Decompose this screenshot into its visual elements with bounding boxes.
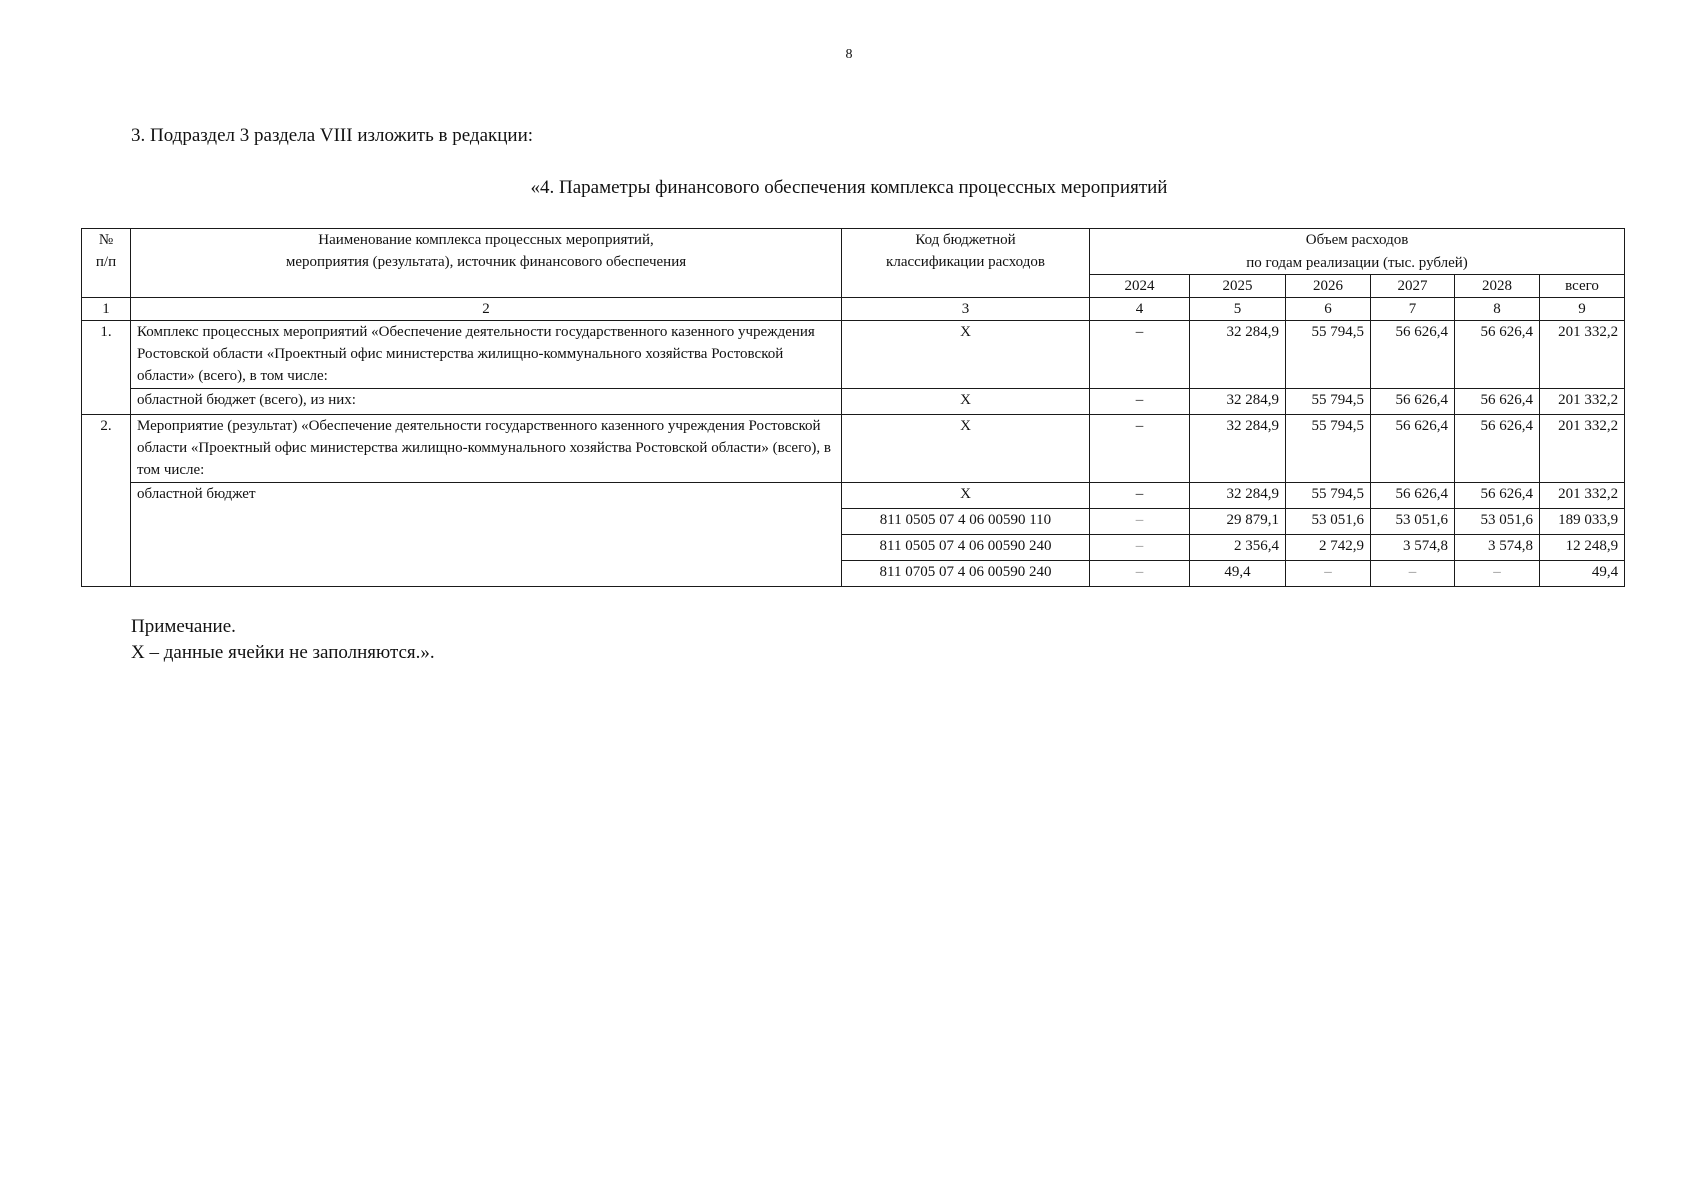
column-number: 4 [1090, 297, 1190, 320]
row-value-2025: 32 284,9 [1190, 320, 1286, 388]
column-number: 8 [1455, 297, 1540, 320]
row-value-2028: 56 626,4 [1455, 482, 1540, 508]
row-value-2024: – [1090, 320, 1190, 388]
header-year-2027: 2027 [1371, 274, 1455, 297]
header-name-line2: мероприятия (результата), источник финансового обеспечения [285, 254, 687, 270]
row-number: 2. [82, 414, 131, 586]
header-volume-line1: Объем расходов [1090, 229, 1625, 252]
row-value-2028: 56 626,4 [1455, 414, 1540, 482]
row-value-2027: 3 574,8 [1371, 534, 1455, 560]
row-value-total: 189 033,9 [1540, 508, 1625, 534]
row-value-2026: 55 794,5 [1286, 388, 1371, 414]
header-total: всего [1540, 274, 1625, 297]
table-row [82, 414, 1625, 482]
row-value-total: 49,4 [1540, 560, 1625, 586]
row-value-2025: 49,4 [1190, 560, 1286, 586]
row-value-2024: – [1090, 414, 1190, 482]
column-number: 7 [1371, 297, 1455, 320]
column-number: 6 [1286, 297, 1371, 320]
row-code: 811 0705 07 4 06 00590 240 [842, 560, 1090, 586]
page-number: 8 [845, 47, 853, 62]
row-name: Комплекс процессных мероприятий «Обеспечение деятельности государственного казенного учреждения Ростовской области «Проектный офис министерства жилищно-коммунального хозяйства Ростовской области» (всего), в том числе: [131, 320, 842, 388]
column-number: 3 [842, 297, 1090, 320]
row-value-total: 201 332,2 [1540, 414, 1625, 482]
header-name [131, 229, 842, 298]
row-value-2026: – [1286, 560, 1371, 586]
header-year-2026: 2026 [1286, 274, 1371, 297]
row-value-2024: – [1090, 560, 1190, 586]
header-volume-line2: по годам реализации (тыс. рублей) [1090, 252, 1625, 275]
column-number: 9 [1540, 297, 1625, 320]
row-value-total: 201 332,2 [1540, 320, 1625, 388]
header-year-2025: 2025 [1190, 274, 1286, 297]
column-number: 1 [82, 297, 131, 320]
row-value-2027: 56 626,4 [1371, 320, 1455, 388]
row-value-2027: – [1371, 560, 1455, 586]
row-value-total: 201 332,2 [1540, 482, 1625, 508]
table-row [82, 320, 1625, 388]
row-code: X [842, 414, 1090, 482]
row-value-2027: 56 626,4 [1371, 482, 1455, 508]
row-code: X [842, 388, 1090, 414]
note-title: Примечание. [131, 616, 236, 637]
row-name: Мероприятие (результат) «Обеспечение деятельности государственного казенного учреждения Ростовской области «Проектный офис министерства жилищно-коммунального хозяйства Ростовской области» (всего), в том числе: [131, 414, 842, 482]
row-code: X [842, 320, 1090, 388]
row-value-2025: 32 284,9 [1190, 482, 1286, 508]
table-row [82, 388, 1625, 414]
row-value-2024: – [1090, 508, 1190, 534]
row-value-total: 12 248,9 [1540, 534, 1625, 560]
intro-text: 3. Подраздел 3 раздела VIII изложить в редакции: [131, 125, 534, 146]
row-value-2028: – [1455, 560, 1540, 586]
row-value-2028: 3 574,8 [1455, 534, 1540, 560]
note-block [131, 614, 435, 666]
row-value-2027: 56 626,4 [1371, 414, 1455, 482]
table-row [82, 482, 1625, 508]
row-value-2026: 55 794,5 [1286, 414, 1371, 482]
row-value-2024: – [1090, 482, 1190, 508]
row-value-2028: 53 051,6 [1455, 508, 1540, 534]
row-name: областной бюджет (всего), из них: [131, 388, 842, 414]
row-code: 811 0505 07 4 06 00590 110 [842, 508, 1090, 534]
header-code [842, 229, 1090, 298]
row-value-2026: 2 742,9 [1286, 534, 1371, 560]
column-number: 5 [1190, 297, 1286, 320]
header-year-2024: 2024 [1090, 274, 1190, 297]
row-value-2026: 55 794,5 [1286, 320, 1371, 388]
section-title: «4. Параметры финансового обеспечения комплекса процессных мероприятий [530, 177, 1168, 198]
header-number-line2: п/п [95, 254, 117, 270]
row-value-2024: – [1090, 534, 1190, 560]
row-value-total: 201 332,2 [1540, 388, 1625, 414]
header-number-line1: № [98, 232, 114, 248]
row-value-2025: 29 879,1 [1190, 508, 1286, 534]
note-text: X – данные ячейки не заполняются.». [131, 642, 435, 663]
header-row [82, 229, 1625, 252]
header-code-line2: классификации расходов [886, 254, 1045, 270]
header-name-line1: Наименование комплекса процессных мероприятий, [318, 232, 654, 248]
column-numbers-row [82, 297, 1625, 320]
row-code: 811 0505 07 4 06 00590 240 [842, 534, 1090, 560]
header-number [82, 229, 131, 298]
row-name: областной бюджет [131, 482, 842, 586]
row-value-2027: 53 051,6 [1371, 508, 1455, 534]
header-year-2028: 2028 [1455, 274, 1540, 297]
row-value-2025: 32 284,9 [1190, 414, 1286, 482]
row-value-2027: 56 626,4 [1371, 388, 1455, 414]
column-number: 2 [131, 297, 842, 320]
row-value-2025: 32 284,9 [1190, 388, 1286, 414]
row-code: X [842, 482, 1090, 508]
row-value-2028: 56 626,4 [1455, 320, 1540, 388]
row-value-2026: 53 051,6 [1286, 508, 1371, 534]
row-value-2024: – [1090, 388, 1190, 414]
row-value-2025: 2 356,4 [1190, 534, 1286, 560]
financing-table [81, 228, 1625, 587]
row-value-2026: 55 794,5 [1286, 482, 1371, 508]
row-number: 1. [82, 320, 131, 414]
header-code-line1: Код бюджетной [915, 232, 1016, 248]
row-value-2028: 56 626,4 [1455, 388, 1540, 414]
